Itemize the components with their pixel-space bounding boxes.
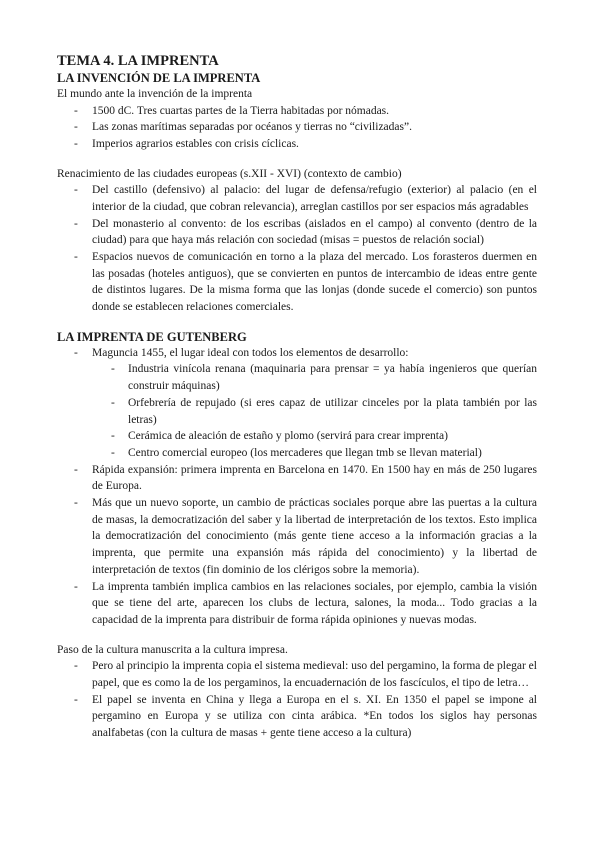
list-item xyxy=(57,345,537,362)
bullet-dash: - xyxy=(74,346,78,359)
list-item-text: Cerámica de aleación de estaño y plomo (servirá para crear imprenta) xyxy=(128,430,448,443)
bullet-dash: - xyxy=(74,463,78,476)
bullet-list xyxy=(57,103,537,153)
list-item-text: Industria vinícola renana (maquinaria para prensar = ya había ingenieros que querían construir máquinas) xyxy=(128,363,537,393)
section-heading-gutenberg: LA IMPRENTA DE GUTENBERG xyxy=(57,329,247,344)
list-item-text: Orfebrería de repujado (si eres capaz de utilizar cinceles por la plata también por las letras) xyxy=(128,396,537,426)
list-item-text: Espacios nuevos de comunicación en torno a la plaza del mercado. Los forasteros duermen en las posadas (hoteles antiguos), que se convierten en puntos de intercambio de ideas entre gente de distintos lugares. De la misma forma que las lonjas (donde sucede el comercio) son puntos donde se establecen relaciones comerciales. xyxy=(92,250,537,314)
bullet-list xyxy=(57,182,537,316)
bullet-dash: - xyxy=(111,363,115,376)
sub-list-item xyxy=(57,361,537,394)
bullet-dash: - xyxy=(74,217,78,230)
list-item xyxy=(57,579,537,629)
document-page xyxy=(57,53,537,742)
list-item xyxy=(57,249,537,316)
list-item xyxy=(57,136,537,153)
sub-list-item xyxy=(57,395,537,428)
list-item-text: El papel se inventa en China y llega a Europa en el s. XI. En 1350 el papel se impone al pergamino en Europa y se utiliza con cinta arábica. *En todos los siglos hay personas analfabetas (con la cultura de masas + gente tiene acceso a la cultura) xyxy=(92,693,537,739)
bullet-list xyxy=(57,345,537,362)
bullet-dash: - xyxy=(111,396,115,409)
list-item-text: Maguncia 1455, el lugar ideal con todos los elementos de desarrollo: xyxy=(92,346,409,359)
sub-bullet-list xyxy=(57,361,537,461)
list-item xyxy=(57,119,537,136)
bullet-dash: - xyxy=(74,121,78,134)
list-item xyxy=(57,216,537,249)
list-item-text: Del monasterio al convento: de los escribas (aislados en el campo) al convento (dentro de la ciudad) para que haya más relación con sociedad (misas = puestos de relación social) xyxy=(92,217,537,247)
paragraph-lead: Paso de la cultura manuscrita a la cultura impresa. xyxy=(57,643,288,656)
document-title: TEMA 4. LA IMPRENTA xyxy=(57,53,219,69)
bullet-dash: - xyxy=(111,446,115,459)
list-item-text: Centro comercial europeo (los mercaderes que llegan tmb se llevan material) xyxy=(128,446,482,459)
sub-list-item xyxy=(57,445,537,462)
bullet-dash: - xyxy=(74,497,78,510)
list-item xyxy=(57,182,537,215)
bullet-dash: - xyxy=(74,250,78,263)
bullet-dash: - xyxy=(74,184,78,197)
bullet-dash: - xyxy=(74,104,78,117)
list-item-text: Imperios agrarios estables con crisis cíclicas. xyxy=(92,137,299,150)
list-item-text: Rápida expansión: primera imprenta en Barcelona en 1470. En 1500 hay en más de 250 lugares de Europa. xyxy=(92,463,537,493)
bullet-list xyxy=(57,658,537,742)
bullet-dash: - xyxy=(74,137,78,150)
list-item xyxy=(57,103,537,120)
section-heading-invencion: LA INVENCIÓN DE LA IMPRENTA xyxy=(57,71,261,85)
bullet-dash: - xyxy=(74,660,78,673)
paragraph-lead: El mundo ante la invención de la imprenta xyxy=(57,88,253,100)
bullet-dash: - xyxy=(111,430,115,443)
list-item-text: 1500 dC. Tres cuartas partes de la Tierra habitadas por nómadas. xyxy=(92,104,390,117)
list-item xyxy=(57,495,537,579)
paragraph-lead: Renacimiento de las ciudades europeas (s.XII - XVI) (contexto de cambio) xyxy=(57,167,402,180)
list-item xyxy=(57,658,537,691)
list-item-text: Del castillo (defensivo) al palacio: del lugar de defensa/refugio (exterior) al palacio (en el interior de la ciudad, que cobran relevancia), arreglan castillos por ser espacios más agradables xyxy=(92,184,537,213)
list-item-text: Pero al principio la imprenta copia el sistema medieval: uso del pergamino, la forma de plegar el papel, que es como la de los pergaminos, la encuadernación de los fascículos, el tipo de letra… xyxy=(92,660,537,689)
list-item-text: La imprenta también implica cambios en las relaciones sociales, por ejemplo, cambia la visión que se tiene del arte, aparecen los clubs de lectura, salones, la moda... Todo gracias a la capacidad de la imprenta para distribuir de forma rápida opiniones y nuevas modas. xyxy=(92,580,537,626)
bullet-list xyxy=(57,462,537,629)
bullet-dash: - xyxy=(74,693,78,706)
list-item-text: Las zonas marítimas separadas por océanos y tierras no “civilizadas”. xyxy=(92,121,412,134)
bullet-dash: - xyxy=(74,580,78,593)
list-item xyxy=(57,462,537,495)
list-item xyxy=(57,692,537,742)
list-item-text: Más que un nuevo soporte, un cambio de prácticas sociales porque abre las puertas a la cultura de masas, la democratización del saber y la libertad de interpretación de los textos. Esto implica la democratización del conocimiento (más gente tiene acceso a la información gracias a la imprenta, que permite una expansión más rápida del conocimiento) y la libertad de interpretación de textos (fin dominio de los clérigos sobre la memoria). xyxy=(92,497,537,576)
sub-list-item xyxy=(57,428,537,445)
